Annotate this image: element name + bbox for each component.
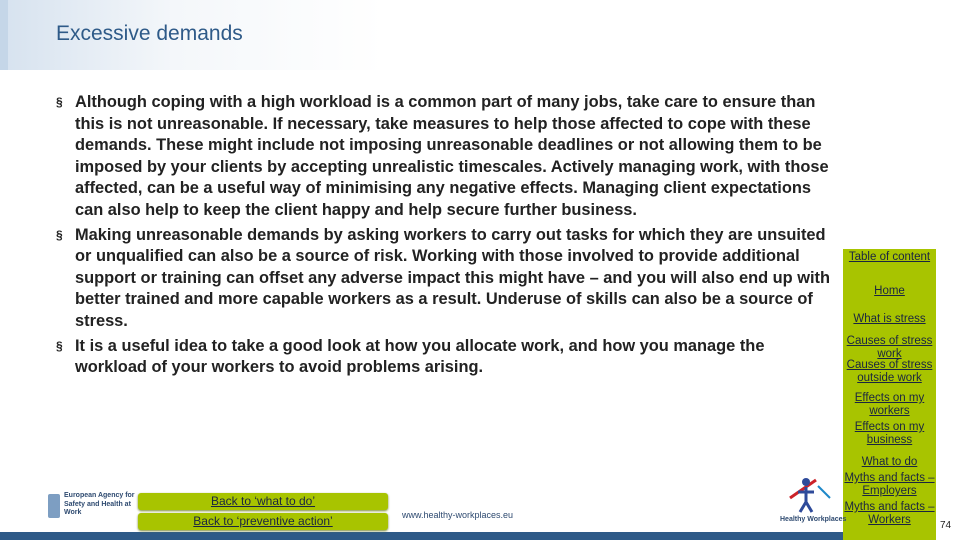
bullet-list — [56, 92, 836, 382]
footer-bar — [0, 532, 843, 540]
healthy-workplaces-logo — [776, 470, 847, 530]
website-url: www.healthy-workplaces.eu — [402, 510, 514, 520]
bullet-marker: § — [56, 227, 63, 242]
toc-link-effects-workers[interactable]: Effects on my workers — [854, 392, 925, 417]
toc-link-myths-employers[interactable]: Myths and facts – Employers — [844, 472, 935, 497]
bullet-text: It is a useful idea to take a good look at how you allocate work, and how you manage the workload of your workers to avoid problems arising. — [75, 336, 765, 377]
campaign-logo-text: Healthy Workplaces — [780, 516, 847, 523]
toc-link-causes-work[interactable]: Causes of stress work — [846, 335, 933, 360]
page-number: 74 — [940, 520, 952, 531]
toc-link-causes-outside-work[interactable]: Causes of stress outside work — [846, 359, 933, 384]
bullet-marker: § — [56, 338, 63, 353]
toc-link-what-is-stress[interactable]: What is stress — [853, 313, 926, 325]
bullet-item — [56, 336, 836, 379]
eu-osha-logo — [46, 490, 136, 522]
toc-link-myths-workers[interactable]: Myths and facts – Workers — [844, 501, 935, 526]
agency-name: European Agency for Safety and Health at Work — [64, 492, 135, 516]
bullet-item — [56, 92, 836, 222]
bullet-marker: § — [56, 95, 63, 109]
back-to-what-to-do-button[interactable]: Back to ‘what to do’ — [138, 493, 388, 510]
bullet-text: Making unreasonable demands by asking workers to carry out tasks for which they are unsuited or unqualified can also be a source of risk. Working with those involved to provide additional support or training can offset any adverse impact this might have – and you will also end up with better trained and more capable workers as a result. Underuse of skills can also be a source of stress. — [75, 225, 831, 330]
eu-osha-emblem-icon — [48, 494, 60, 518]
toc-link-effects-business[interactable]: Effects on my business — [854, 421, 925, 446]
bullet-item — [56, 225, 836, 333]
toc-link-what-to-do[interactable]: What to do — [861, 456, 918, 468]
back-to-preventive-action-button[interactable]: Back to ‘preventive action’ — [138, 513, 388, 530]
healthy-workplaces-figure-icon — [776, 470, 842, 516]
title-bar-edge — [0, 0, 8, 70]
bullet-text: Although coping with a high workload is a common part of many jobs, take care to ensure than this is not unreasonable. If necessary, take measures to help those affected to cope with these demands. These might include not imposing unreasonable deadlines or not allowing them to be imposed by your clients by accepting unrealistic timescales. Actively managing work, with those affected, can be a useful way of minimising any negative effects. Managing client expectations can also help to keep the client happy and help secure further business. — [75, 93, 829, 219]
toc-sidebar — [843, 249, 936, 540]
toc-link-table-of-content[interactable]: Table of content — [848, 251, 931, 263]
toc-link-home[interactable]: Home — [874, 285, 905, 297]
page-title: Excessive demands — [56, 22, 243, 45]
